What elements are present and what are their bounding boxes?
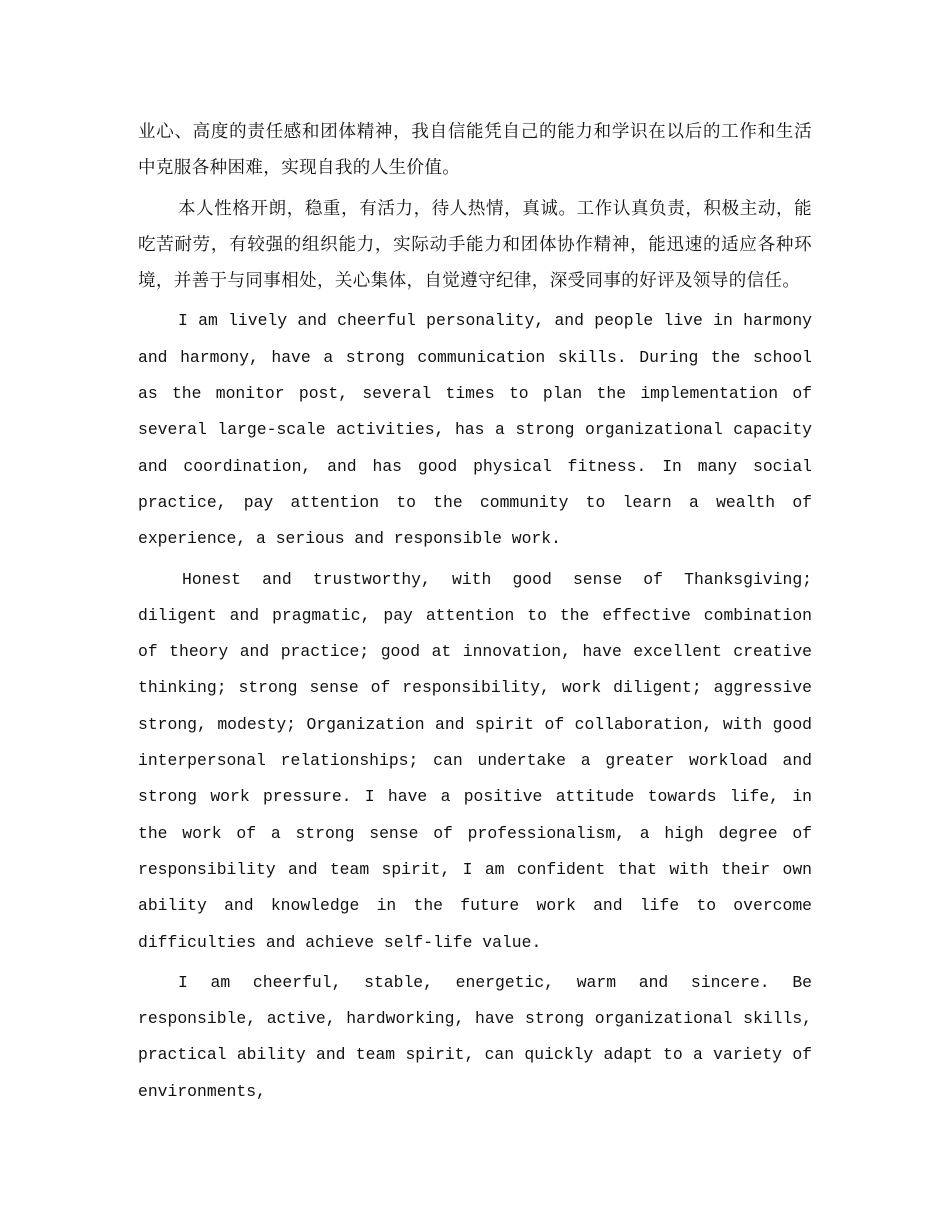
paragraph-personality-en: I am lively and cheerful personality, and people live in harmony and harmony, have a strong communication skills. During the school as the monitor post, several times to plan the implementation of several large-scale activities, has a strong organizational capacity and coordination, and has good physical fitness. In many social practice, pay attention to the community to learn a wealth of experience, a serious and responsible work. <box>138 311 812 549</box>
paragraph-cheerful-en: I am cheerful, stable, energetic, warm and sincere. Be responsible, active, hardworking, have strong organizational skills, practical ability and team spirit, can quickly adapt to a variety of environments, <box>138 972 812 1101</box>
document-body <box>138 114 812 1114</box>
paragraph-honest-en: Honest and trustworthy, with good sense of Thanksgiving; diligent and pragmatic, pay attention to the effective combination of theory and practice; good at innovation, have excellent creative thinking; strong sense of responsibility, work diligent; aggressive strong, modesty; Organization and spirit of collaboration, with good interpersonal relationships; can undertake a greater workload and strong work pressure. I have a positive attitude towards life, in the work of a strong sense of professionalism, a high degree of responsibility and team spirit, I am confident that with their own ability and knowledge in the future work and life to overcome difficulties and achieve self-life value. <box>138 569 812 952</box>
paragraph-personality-zh: 本人性格开朗，稳重，有活力，待人热情，真诚。工作认真负责，积极主动，能吃苦耐劳，有较强的组织能力，实际动手能力和团体协作精神，能迅速的适应各种环境，并善于与同事相处，关心集体，自觉遵守纪律，深受同事的好评及领导的信任。 <box>138 198 812 292</box>
paragraph-continuation-zh: 业心、高度的责任感和团体精神，我自信能凭自己的能力和学识在以后的工作和生活中克服各种困难，实现自我的人生价值。 <box>138 122 812 179</box>
